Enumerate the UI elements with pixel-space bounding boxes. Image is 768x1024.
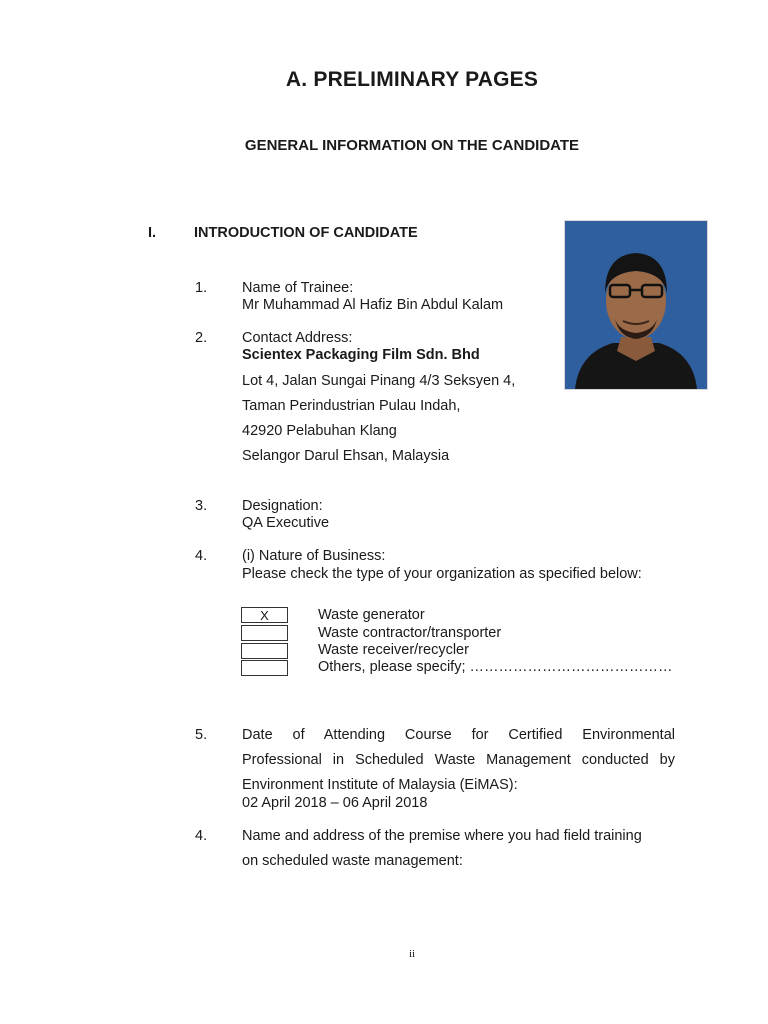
course-dates: 02 April 2018 – 06 April 2018 xyxy=(242,795,428,811)
person-portrait-icon xyxy=(565,221,707,389)
option-label: Waste contractor/transporter xyxy=(318,625,502,641)
designation-label: Designation: xyxy=(242,498,323,514)
page-title: A. PRELIMINARY PAGES xyxy=(285,68,539,91)
candidate-photo xyxy=(564,220,708,390)
trainee-name: Mr Muhammad Al Hafiz Bin Abdul Kalam xyxy=(242,297,504,313)
premise-text: Name and address of the premise where you had field training xyxy=(242,828,642,844)
option-label: Waste receiver/recycler xyxy=(318,642,469,658)
course-text: Environment Institute of Malaysia (EiMAS): xyxy=(242,777,518,793)
page-subtitle: GENERAL INFORMATION ON THE CANDIDATE xyxy=(244,137,580,154)
company-name: Scientex Packaging Film Sdn. Bhd xyxy=(242,347,480,363)
item-number: 1. xyxy=(195,280,208,296)
checkbox-others[interactable] xyxy=(241,660,288,676)
item-number: 3. xyxy=(195,498,208,514)
address-line: Taman Perindustrian Pulau Indah, xyxy=(242,398,461,414)
designation-value: QA Executive xyxy=(242,515,330,531)
section-number: I. xyxy=(148,225,157,241)
trainee-label: Name of Trainee: xyxy=(242,280,354,296)
course-text: Professional in Scheduled Waste Management conducted by xyxy=(242,752,675,768)
checkbox-waste-contractor[interactable] xyxy=(241,625,288,641)
item-number: 4. xyxy=(195,548,208,564)
address-label: Contact Address: xyxy=(242,330,353,346)
premise-text: on scheduled waste management: xyxy=(242,853,463,869)
checkbox-waste-generator[interactable]: X xyxy=(241,607,288,623)
address-line: Lot 4, Jalan Sungai Pinang 4/3 Seksyen 4, xyxy=(242,373,516,389)
address-line: Selangor Darul Ehsan, Malaysia xyxy=(242,448,450,464)
option-label: Waste generator xyxy=(318,607,425,623)
checkbox-waste-receiver[interactable] xyxy=(241,643,288,659)
section-title: INTRODUCTION OF CANDIDATE xyxy=(194,225,418,241)
business-instruction: Please check the type of your organization as specified below: xyxy=(242,566,642,582)
page-number: ii xyxy=(408,948,416,960)
course-text: Date of Attending Course for Certified Environmental xyxy=(242,727,675,743)
address-line: 42920 Pelabuhan Klang xyxy=(242,423,397,439)
business-label: (i) Nature of Business: xyxy=(242,548,386,564)
item-number: 5. xyxy=(195,727,208,743)
item-number: 2. xyxy=(195,330,208,346)
option-label: Others, please specify; …………………………………… xyxy=(318,659,673,675)
item-number: 4. xyxy=(195,828,208,844)
